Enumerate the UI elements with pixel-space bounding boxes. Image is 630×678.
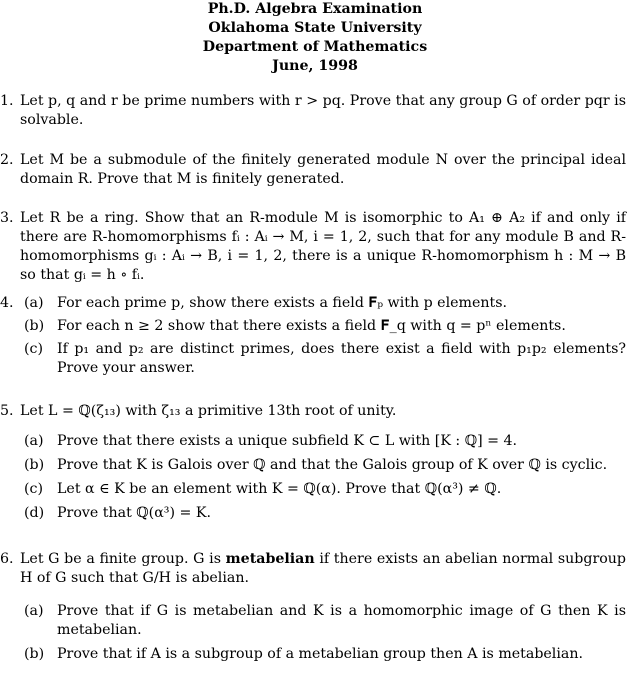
exam-date: June, 1998 [272, 58, 358, 74]
problem-text-part: Let G be a finite group. G is [20, 551, 226, 567]
university-name: Oklahoma State University [208, 20, 422, 36]
subproblem-label: (c) [24, 341, 44, 357]
subproblem-label: (a) [24, 295, 44, 311]
subproblem-label: (b) [24, 457, 45, 473]
subproblem-c [20, 340, 626, 378]
subproblem-text: Prove that K is Galois over ℚ and that the Galois group of K over ℚ is cyclic. [57, 457, 608, 473]
term-metabelian: metabelian [225, 551, 315, 567]
problem-number: 1. [0, 93, 14, 109]
subproblem-c [20, 480, 626, 499]
problem-5 [0, 402, 626, 523]
subproblem-a [20, 432, 626, 451]
problem-number: 2. [0, 152, 14, 168]
problem-number: 5. [0, 403, 14, 419]
subproblem-b [20, 317, 626, 336]
subproblem-b [20, 645, 626, 664]
subproblem-text: If p₁ and p₂ are distinct primes, does there exist a field with p₁p₂ elements? Prove your answer. [57, 341, 626, 376]
subproblem-label: (b) [24, 318, 45, 334]
problem-4 [0, 294, 626, 378]
subproblem-text: For each n ≥ 2 show that there exists a field 𝐅_q with q = pⁿ elements. [57, 318, 566, 334]
subproblem-a [20, 602, 626, 640]
problem-text [20, 550, 626, 588]
problem-2 [0, 151, 626, 189]
subproblem-text: Prove that there exists a unique subfield K ⊂ L with [K : ℚ] = 4. [57, 433, 518, 449]
subproblem-text: Prove that ℚ(α³) = K. [57, 505, 212, 521]
subproblem-a [20, 294, 626, 313]
problem-1 [0, 92, 626, 130]
problem-number: 6. [0, 551, 14, 567]
subproblem-b [20, 456, 626, 475]
problem-text: Let R be a ring. Show that an R-module M is isomorphic to A₁ ⊕ A₂ if and only if there are R-homomorphisms fᵢ : Aᵢ → M, i = 1, 2, such that for any module B and R-homomorphisms gᵢ : Aᵢ → B, i = 1, 2, there is a unique R-homomorphism h : M → B so that gᵢ = h ∘ fᵢ. [20, 210, 626, 283]
problem-text-part: if there exists an abelian normal subgroup H of G such that G/H is abelian. [20, 551, 626, 586]
subproblem-text: For each prime p, show there exists a field 𝐅ₚ with p elements. [57, 295, 507, 311]
problem-text: Let M be a submodule of the finitely generated module N over the principal ideal domain R. Prove that M is finitely generated. [20, 152, 626, 187]
exam-title: Ph.D. Algebra Examination [207, 1, 423, 17]
subproblem-label: (c) [24, 481, 44, 497]
problem-number: 4. [0, 295, 14, 311]
subproblem-label: (d) [24, 505, 45, 521]
problem-number: 3. [0, 210, 14, 226]
exam-header [0, 0, 630, 76]
subproblem-label: (a) [24, 433, 44, 449]
subproblem-d [20, 504, 626, 523]
subproblem-text: Prove that if G is metabelian and K is a homomorphic image of G then K is metabelian. [57, 603, 626, 638]
problem-text: Let L = ℚ(ζ₁₃) with ζ₁₃ a primitive 13th root of unity. [20, 403, 397, 419]
subproblem-label: (a) [24, 603, 44, 619]
problem-text: Let p, q and r be prime numbers with r > pq. Prove that any group G of order pqr is solvable. [20, 93, 626, 128]
subproblem-label: (b) [24, 646, 45, 662]
problem-6 [0, 550, 626, 664]
problem-3 [0, 209, 626, 285]
department-name: Department of Mathematics [202, 39, 428, 55]
subproblem-text: Let α ∈ K be an element with K = ℚ(α). Prove that ℚ(α³) ≠ ℚ. [57, 481, 502, 497]
subproblem-text: Prove that if A is a subgroup of a metabelian group then A is metabelian. [57, 646, 583, 662]
